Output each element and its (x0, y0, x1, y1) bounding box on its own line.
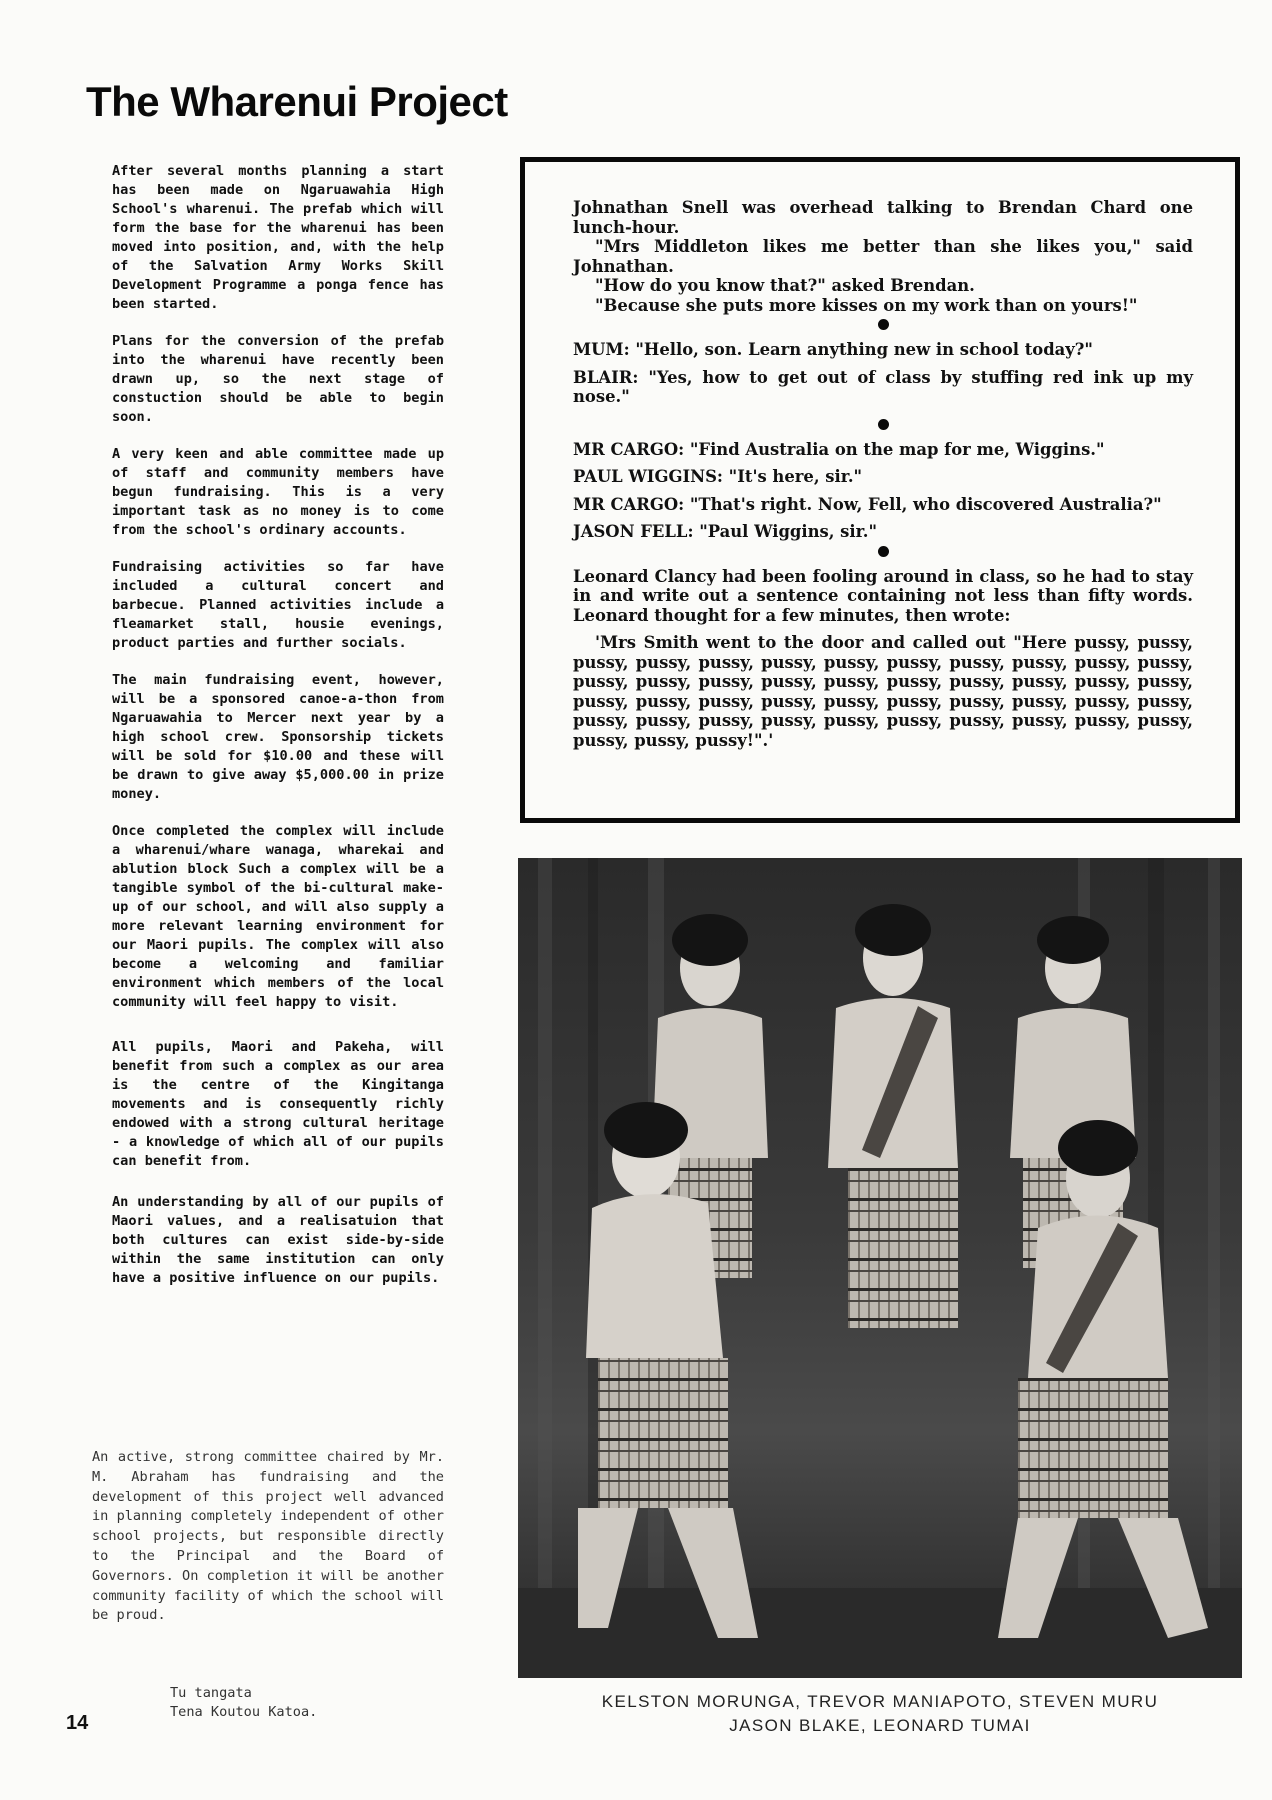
signoff (170, 1684, 317, 1722)
joke-line: MR CARGO: "That's right. Now, Fell, who discovered Australia?" (573, 494, 1162, 514)
joke-line: PAUL WIGGINS: "It's here, sir." (573, 467, 863, 486)
photo-caption (520, 1690, 1240, 1738)
jokes-box (520, 157, 1240, 823)
closing-paragraph: An active, strong committee chaired by Mr. M. Abraham has fundraising and the development of this project well advanced in planning completely independent of other school projects, but responsible directly to the Principal and the Board of Governors. On completion it will be another community facility of which the school will be proud. (92, 1449, 444, 1624)
signoff-line: Tu tangata (170, 1685, 252, 1701)
article-body (112, 162, 444, 1306)
joke-line: Johnathan Snell was overhead talking to Brendan Chard one lunch-hour. (573, 198, 1193, 237)
article-paragraph: A very keen and able committee made up of staff and community members have begun fundraising. This is a very important task as no money is to come from the school's ordinary accounts. (112, 446, 444, 538)
article-paragraph: An understanding by all of our pupils of Maori values, and a realisatuion that both cultures can exist side-by-side within the same institution can only have a positive influence on our pupils. (112, 1194, 444, 1286)
article-paragraph: Plans for the conversion of the prefab into the wharenui have recently been drawn up, so the next stage of constuction should be able to begin soon. (112, 333, 444, 425)
article-paragraph: After several months planning a start has been made on Ngaruawahia High School's wharenui. The prefab which will form the base for the wharenui has been moved into position, and, with the help of the Salvation Army Works Skill Development Programme a ponga fence has been started. (112, 163, 444, 312)
joke-line: Leonard Clancy had been fooling around in class, so he had to stay in and write out a sentence containing not less than fifty words. Leonard thought for a few minutes, then wrote: (573, 566, 1193, 625)
article-closing (92, 1448, 444, 1626)
article-paragraph: The main fundraising event, however, will be a sponsored canoe-a-thon from Ngaruawahia to Mercer next year by a high school crew. Sponsorship tickets will be sold for $10.00 and these will be drawn to give away $5,000.00 in prize money. (112, 672, 444, 802)
caption-line: JASON BLAKE, LEONARD TUMAI (729, 1716, 1031, 1735)
caption-line: KELSTON MORUNGA, TREVOR MANIAPOTO, STEVEN MURU (601, 1692, 1159, 1711)
joke-line: JASON FELL: "Paul Wiggins, sir." (573, 522, 877, 541)
article-paragraph: Once completed the complex will include a wharenui/whare wanaga, wharekai and ablution block Such a complex will be a tangible symbol of the bi-cultural make-up of our school, and will also supply a more relevant learning environment for our Maori pupils. The complex will also become a welcoming and familiar environment which members of the local community will feel happy to visit. (112, 823, 444, 1010)
joke-line: "Mrs Middleton likes me better than she likes you," said Johnathan. (573, 237, 1193, 276)
joke-line: "Because she puts more kisses on my work than on yours!" (595, 295, 1138, 315)
separator-bullet (878, 546, 889, 557)
signoff-line: Tena Koutou Katoa. (170, 1704, 318, 1720)
separator-bullet (878, 419, 889, 430)
article-title: The Wharenui Project (86, 78, 508, 125)
page-number: 14 (66, 1712, 89, 1734)
joke-line: 'Mrs Smith went to the door and called out "Here pussy, pussy, pussy, pussy, pussy, pussy, pussy, pussy, pussy, pussy, pussy, pussy, pussy, pussy, pussy, pussy, pussy, pussy, pussy, pussy, pussy, pussy, pussy, pussy, pussy, pussy, pussy, pussy, pussy, pussy, pussy, pussy, pussy, pussy, pussy, pussy, pussy, pussy, pussy, pussy, pussy, pussy, pussy, pussy, pussy!".' (573, 633, 1193, 750)
joke-line: BLAIR: "Yes, how to get out of class by stuffing red ink up my nose." (573, 367, 1193, 406)
joke-line: MR CARGO: "Find Australia on the map for me, Wiggins." (573, 439, 1105, 459)
separator-bullet (878, 319, 889, 330)
joke-line: MUM: "Hello, son. Learn anything new in school today?" (573, 340, 1093, 359)
article-paragraph: Fundraising activities so far have included a cultural concert and barbecue. Planned activities include a fleamarket stall, housie evenings, product parties and further socials. (112, 559, 444, 651)
article-paragraph: All pupils, Maori and Pakeha, will benefit from such a complex as our area is the centre of the Kingitanga movements and is consequently richly endowed with a strong cultural heritage - a knowledge of which all of our pupils can benefit from. (112, 1039, 444, 1169)
group-photo-illustration (518, 858, 1242, 1678)
joke-line: "How do you know that?" asked Brendan. (595, 276, 975, 295)
group-photo (518, 858, 1242, 1678)
